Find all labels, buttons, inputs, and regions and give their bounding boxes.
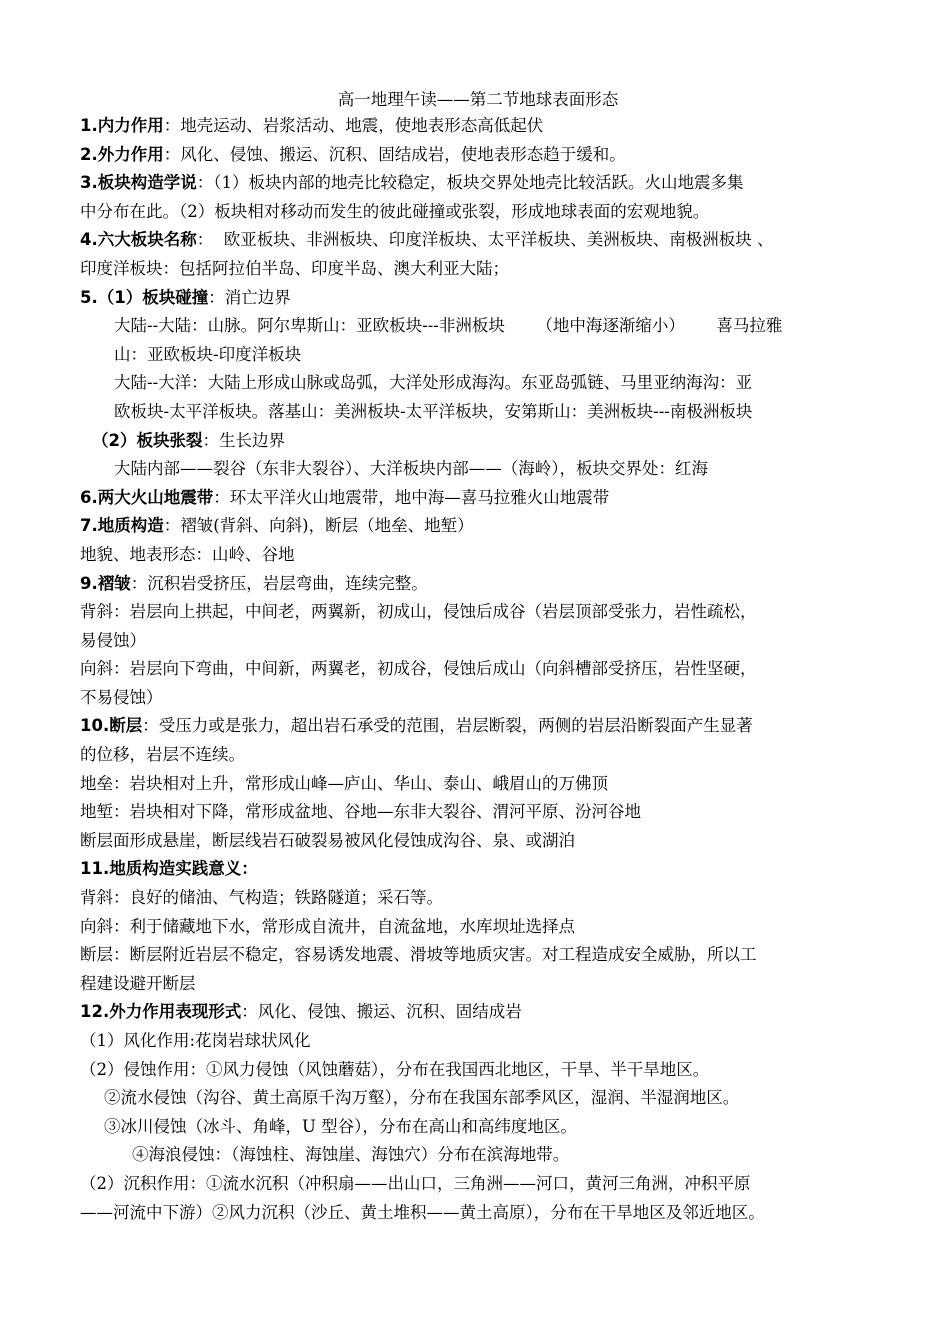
heading-plate-collision: 5.（1）板块碰撞	[80, 287, 209, 307]
heading-fold: 9.褶皱	[80, 573, 131, 593]
line-anticline: 背斜：岩层向上拱起，中间老，两翼新，初成山，侵蚀后成谷（岩层顶部受张力，岩性疏松，	[80, 602, 757, 622]
line-continent-ocean-cont: 欧板块-太平洋板块。落基山：美洲板块-太平洋板块，安第斯山：美洲板块---南极洲板块	[114, 401, 753, 421]
line-syncline-use: 向斜：利于储藏地下水，常形成自流井，自流盆地，水库坝址选择点	[80, 916, 575, 936]
line-fault-cont: 的位移，岩层不连续。	[80, 745, 245, 765]
line-fault	[80, 712, 876, 741]
line-plate-rift	[80, 427, 876, 456]
text-fault: ：受压力或是张力，超出岩石承受的范围，岩层断裂，两侧的岩层沿断裂面产生显著	[142, 716, 753, 736]
heading-inner-force: 1.内力作用	[80, 116, 164, 135]
line-anticline-use: 背斜：良好的储油、气构造；铁路隧道；采石等。	[80, 888, 443, 908]
line-external-forms	[80, 998, 876, 1027]
text-volcanic-belts: ：环太平洋火山地震带，地中海—喜马拉雅火山地震带	[213, 487, 610, 507]
line-syncline: 向斜：岩层向下弯曲，中间新，两翼老，初成谷，侵蚀后成山（向斜槽部受挤压，岩性坚硬，	[80, 659, 757, 679]
text-fold: ：沉积岩受挤压，岩层弯曲，连续完整。	[130, 573, 428, 593]
line-erosion-wave: ④海浪侵蚀：（海蚀柱、海蚀崖、海蚀穴）分布在滨海地带。	[132, 1145, 570, 1165]
line-continent-ocean: 大陆--大洋：大陆上形成山脉或岛弧，大洋处形成海沟。东亚岛弧链、马里亚纳海沟：亚	[114, 373, 753, 393]
text-six-plates: ： 欧亚板块、非洲板块、印度洋板块、太平洋板块、美洲板块、南极洲板块 、	[196, 230, 774, 250]
heading-fault: 10.断层	[80, 716, 143, 736]
heading-practical-significance: 11.地质构造实践意义：	[80, 859, 258, 879]
line-fault-use-cont: 程建设避开断层	[80, 973, 196, 993]
line-horst: 地垒：岩块相对上升，常形成山峰—庐山、华山、泰山、峨眉山的万佛顶	[80, 773, 608, 793]
line-himalaya: 山：亚欧板块-印度洋板块	[114, 344, 302, 364]
heading-six-plates: 4.六大板块名称	[80, 230, 197, 250]
text-outer-force: ：风化、侵蚀、搬运、沉积、固结成岩，使地表形态趋于缓和。	[163, 144, 626, 164]
line-volcanic-belts	[80, 484, 876, 513]
line-plate-theory	[80, 169, 876, 198]
heading-volcanic-belts: 6.两大火山地震带	[80, 487, 214, 507]
document-page	[80, 88, 876, 1227]
heading-external-forms: 12.外力作用表现形式	[80, 1002, 242, 1022]
line-six-plates	[80, 226, 876, 255]
line-weathering: （1）风化作用:花岗岩球状风化	[80, 1031, 311, 1050]
text-plate-rift: ：生长边界	[202, 430, 285, 450]
line-graben: 地堑：岩块相对下降，常形成盆地、谷地—东非大裂谷、渭河平原、汾河谷地	[80, 802, 641, 822]
line-erosion-water: ②流水侵蚀（沟谷、黄土高原千沟万壑），分布在我国东部季风区，湿润、半湿润地区。	[104, 1088, 740, 1108]
line-fold	[80, 570, 876, 599]
line-geologic-structure	[80, 512, 876, 541]
line-anticline-cont: 易侵蚀）	[80, 630, 146, 650]
heading-geologic-structure: 7.地质构造	[80, 516, 164, 536]
line-erosion-wind: （2）侵蚀作用：①风力侵蚀（风蚀蘑菇），分布在我国西北地区，干旱、半干旱地区。	[80, 1059, 710, 1079]
text-external-forms: ：风化、侵蚀、搬运、沉积、固结成岩	[241, 1002, 522, 1022]
line-syncline-cont: 不易侵蚀）	[80, 687, 163, 707]
text-inner-force: ：地壳运动、岩浆活动、地震，使地表形态高低起伏	[163, 116, 544, 135]
line-indian-plate: 印度洋板块：包括阿拉伯半岛、印度半岛、澳大利亚大陆；	[80, 258, 509, 278]
line-plate-theory-cont: 中分布在此。（2）板块相对移动而发生的彼此碰撞或张裂，形成地球表面的宏观地貌。	[80, 201, 710, 221]
line-deposition: （2）沉积作用：①流水沉积（冲积扇——出山口，三角洲——河口，黄河三角洲，冲积平原	[80, 1173, 751, 1193]
line-continent-continent: 大陆--大陆：山脉。阿尔卑斯山：亚欧板块---非洲板块 （地中海逐渐缩小） 喜马拉雅	[114, 316, 783, 336]
document-title: 高一地理午读——第二节地球表面形态	[337, 90, 619, 109]
line-inner-force	[80, 112, 876, 141]
line-practical-significance	[80, 855, 876, 884]
text-geologic-structure: ：褶皱(背斜、向斜)，断层（地垒、地堑）	[163, 516, 474, 536]
line-rift-examples: 大陆内部——裂谷（东非大裂谷）、大洋板块内部——（海岭），板块交界处：红海	[114, 459, 708, 479]
text-plate-theory: ：（1）板块内部的地壳比较稳定，板块交界处地壳比较活跃。火山地震多集	[196, 173, 744, 193]
text-plate-collision: ：消亡边界	[208, 287, 291, 307]
heading-plate-rift: （2）板块张裂	[92, 430, 203, 450]
line-plate-collision	[80, 284, 876, 313]
line-erosion-glacier: ③冰川侵蚀（冰斗、角峰，U 型谷），分布在高山和高纬度地区。	[104, 1116, 577, 1136]
line-fault-plane: 断层面形成悬崖，断层线岩石破裂易被风化侵蚀成沟谷、泉、或湖泊	[80, 830, 575, 850]
heading-outer-force: 2.外力作用	[80, 144, 164, 164]
line-landform: 地貌、地表形态：山岭、谷地	[80, 544, 295, 564]
heading-plate-theory: 3.板块构造学说	[80, 173, 197, 193]
line-fault-use: 断层：断层附近岩层不稳定，容易诱发地震、滑坡等地质灾害。对工程造成安全威胁，所以工	[80, 945, 757, 965]
line-deposition-cont: ——河流中下游）②风力沉积（沙丘、黄土堆积——黄土高原），分布在干旱地区及邻近地区。	[80, 1202, 765, 1222]
line-outer-force	[80, 141, 876, 170]
